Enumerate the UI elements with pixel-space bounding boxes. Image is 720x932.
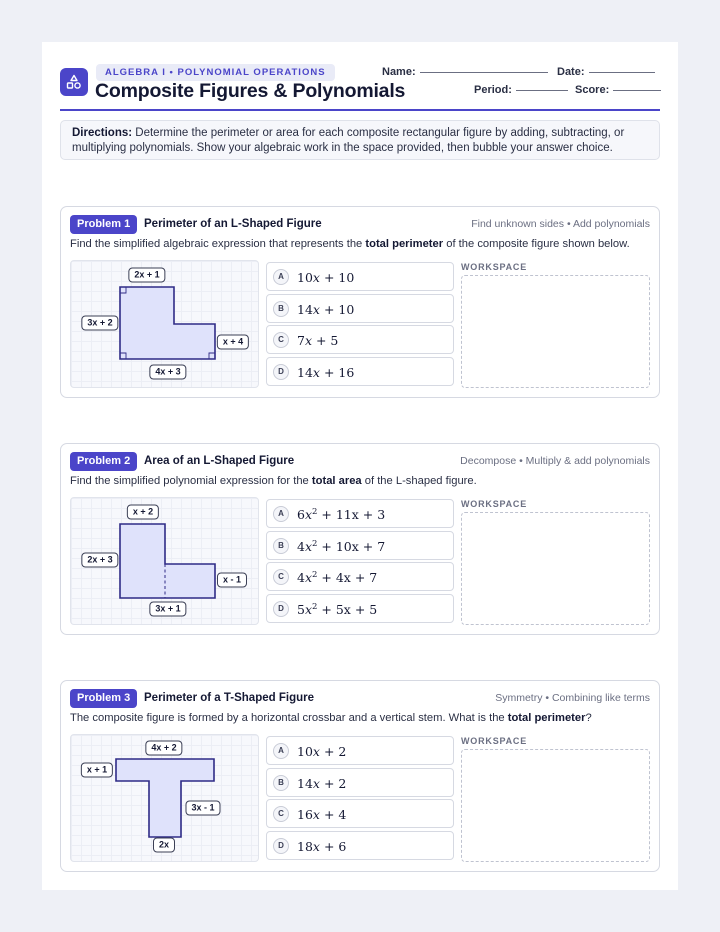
header-divider — [60, 109, 660, 111]
problem-tags: Symmetry • Combining like terms — [495, 692, 650, 704]
answer-expression: 10x + 10 — [297, 270, 355, 286]
name-field[interactable] — [382, 66, 548, 78]
answer-expression: 14x + 10 — [297, 302, 355, 318]
answer-bubble[interactable]: C — [273, 332, 289, 348]
workspace-area[interactable] — [461, 512, 650, 625]
problem-tags: Find unknown sides • Add polynomials — [471, 218, 650, 230]
problem-badge: Problem 3 — [70, 689, 137, 708]
dimension-label-left: 2x + 3 — [81, 553, 118, 568]
dimension-label-bottom: 3x + 1 — [149, 602, 186, 617]
answer-choice-d[interactable] — [266, 594, 454, 623]
period-label: Period: — [474, 84, 512, 96]
prompt-emphasis: total perimeter — [507, 712, 586, 724]
prompt-text-end: of the composite figure shown below. — [443, 238, 630, 250]
prompt-text-end: of the L-shaped figure. — [361, 475, 477, 487]
directions-lead: Directions: — [72, 127, 133, 139]
prompt-emphasis: total area — [311, 475, 362, 487]
answer-bubble[interactable]: D — [273, 838, 289, 854]
l-shape-figure — [70, 260, 259, 388]
answer-expression: 18x + 6 — [297, 839, 347, 855]
score-label: Score: — [575, 84, 610, 96]
dimension-label-right: 3x - 1 — [185, 801, 220, 816]
worksheet-page — [42, 42, 678, 890]
prompt-emphasis: total perimeter — [365, 238, 444, 250]
shapes-icon — [60, 68, 88, 96]
answer-bubble[interactable]: B — [273, 775, 289, 791]
t-shape-figure — [70, 734, 259, 862]
workspace-label: WORKSPACE — [461, 262, 528, 272]
answer-expression: 10x + 2 — [297, 744, 347, 760]
dimension-label-bottom: 4x + 3 — [149, 365, 186, 380]
workspace-area[interactable] — [461, 749, 650, 862]
directions-box — [60, 120, 660, 160]
period-field[interactable] — [474, 84, 568, 96]
answer-expression: $4x^2 + 10x + 7$ — [297, 539, 386, 555]
directions-text: Determine the perimeter or area for each composite rectangular figure by adding, subtracting, or multiplying polynomials. Show your algebraic work in the space provided, then bubble your answer choice. — [72, 127, 625, 154]
prompt-text: The composite figure is formed by a horizontal crossbar and a vertical stem. What is the — [70, 712, 508, 724]
problem-card-2 — [60, 443, 660, 635]
answer-expression: 7x + 5 — [297, 333, 339, 349]
answer-choice-b[interactable] — [266, 768, 454, 797]
answer-choice-c[interactable] — [266, 325, 454, 354]
name-line[interactable] — [420, 72, 548, 73]
dimension-label-bottom: 2x — [153, 838, 175, 853]
problem-badge: Problem 2 — [70, 452, 137, 471]
score-line[interactable] — [613, 90, 661, 91]
problem-title: Perimeter of a T-Shaped Figure — [144, 692, 314, 704]
problem-title: Area of an L-Shaped Figure — [144, 455, 295, 467]
answer-expression: 14x + 2 — [297, 776, 347, 792]
answer-expression: $5x^2 + 5x + 5$ — [297, 602, 378, 618]
answer-bubble[interactable]: C — [273, 569, 289, 585]
period-line[interactable] — [516, 90, 568, 91]
answer-choice-d[interactable] — [266, 357, 454, 386]
answer-choice-b[interactable] — [266, 531, 454, 560]
problem-prompt — [70, 238, 655, 250]
prompt-text-end: ? — [585, 712, 592, 724]
name-label: Name: — [382, 66, 416, 78]
answer-expression: $4x^2 + 4x + 7$ — [297, 570, 378, 586]
answer-bubble[interactable]: B — [273, 538, 289, 554]
date-line[interactable] — [589, 72, 655, 73]
answer-choice-a[interactable] — [266, 736, 454, 765]
problem-card-1 — [60, 206, 660, 398]
answer-choice-a[interactable] — [266, 499, 454, 528]
dimension-label-top: x + 2 — [127, 505, 159, 520]
answer-choice-b[interactable] — [266, 294, 454, 323]
answer-choice-a[interactable] — [266, 262, 454, 291]
answer-expression: 16x + 4 — [297, 807, 347, 823]
score-field[interactable] — [575, 84, 661, 96]
dimension-label-left: x + 1 — [81, 763, 113, 778]
answer-bubble[interactable]: D — [273, 364, 289, 380]
dimension-label-top: 4x + 2 — [145, 741, 182, 756]
answer-bubble[interactable]: A — [273, 743, 289, 759]
answer-bubble[interactable]: C — [273, 806, 289, 822]
problem-card-3 — [60, 680, 660, 872]
answer-expression: 14x + 16 — [297, 365, 355, 381]
answer-choice-d[interactable] — [266, 831, 454, 860]
answer-bubble[interactable]: A — [273, 269, 289, 285]
prompt-text: Find the simplified polynomial expression for the — [70, 475, 312, 487]
answer-bubble[interactable]: A — [273, 506, 289, 522]
dimension-label-left: 3x + 2 — [81, 316, 118, 331]
problem-prompt — [70, 712, 655, 724]
l-shape-figure — [70, 497, 259, 625]
answer-choice-c[interactable] — [266, 799, 454, 828]
problem-badge: Problem 1 — [70, 215, 137, 234]
date-label: Date: — [557, 66, 585, 78]
date-field[interactable] — [557, 66, 655, 78]
course-tag: ALGEBRA I • POLYNOMIAL OPERATIONS — [96, 64, 335, 81]
page-title: Composite Figures & Polynomials — [95, 80, 406, 102]
answer-expression: $6x^2 + 11x + 3$ — [297, 507, 386, 523]
workspace-area[interactable] — [461, 275, 650, 388]
answer-bubble[interactable]: D — [273, 601, 289, 617]
workspace-label: WORKSPACE — [461, 736, 528, 746]
answer-bubble[interactable]: B — [273, 301, 289, 317]
workspace-label: WORKSPACE — [461, 499, 528, 509]
problem-tags: Decompose • Multiply & add polynomials — [460, 455, 650, 467]
prompt-text: Find the simplified algebraic expression that represents the — [70, 238, 366, 250]
problem-prompt — [70, 475, 655, 487]
problem-title: Perimeter of an L-Shaped Figure — [144, 218, 322, 230]
dimension-label-right: x - 1 — [217, 573, 247, 588]
dimension-label-right: x + 4 — [217, 335, 249, 350]
answer-choice-c[interactable] — [266, 562, 454, 591]
dimension-label-top: 2x + 1 — [128, 268, 165, 283]
